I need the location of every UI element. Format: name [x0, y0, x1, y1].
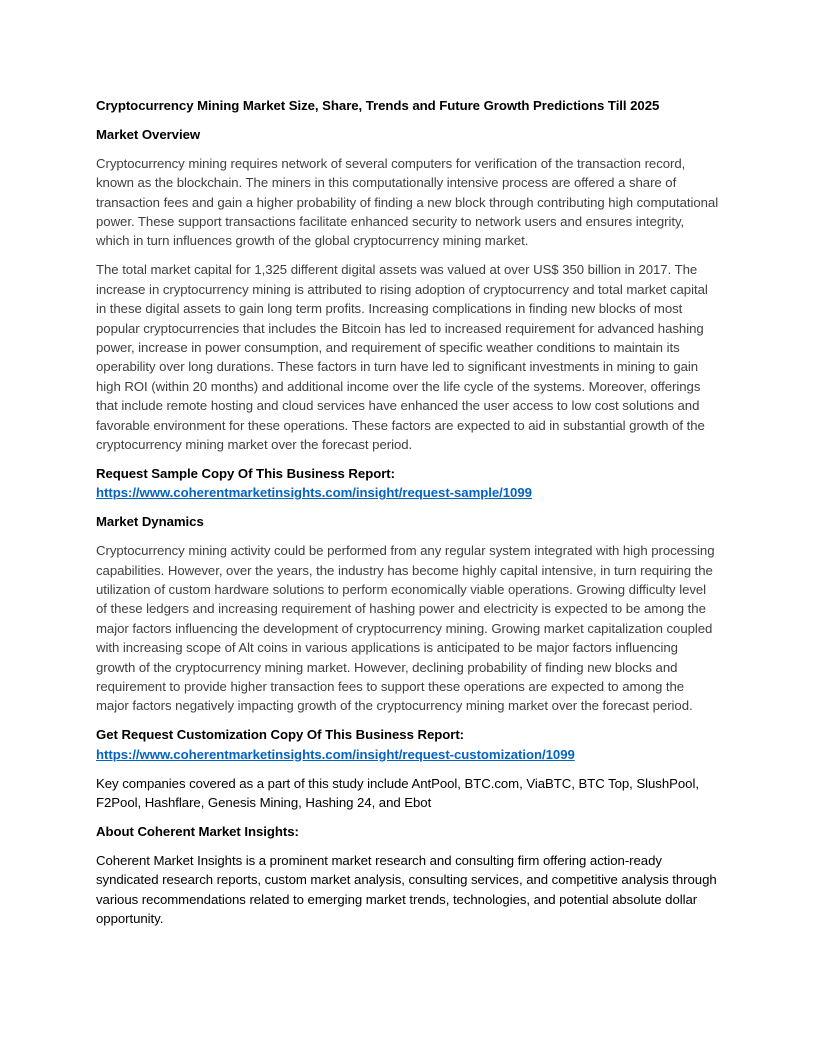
market-overview-paragraph-2: The total market capital for 1,325 different digital assets was valued at over US$ 350 billion in 2017. The increase in cryptocurrency mining is attributed to rising adoption of cryptocurrency and total market capital in these digital assets to gain long term profits. Increasing complications in finding new blocks of most popular cryptocurrencies that includes the Bitcoin has led to increased requirement for advanced hashing power, increase in power consumption, and requirement of specific weather conditions to maintain its operability over long durations. These factors in turn have led to significant investments in mining to gain high ROI (within 20 months) and additional income over the life cycle of the systems. Moreover, offerings that include remote hosting and cloud services have enhanced the user access to low cost solutions and favorable environment for these operations. These factors are expected to aid in substantial growth of the cryptocurrency mining market over the forecast period. [96, 262, 708, 452]
sample-request-link[interactable]: https://www.coherentmarketinsights.com/insight/request-sample/1099 [96, 485, 532, 501]
about-paragraph: Coherent Market Insights is a prominent market research and consulting firm offering action-ready syndicated research reports, custom market analysis, consulting services, and competitive analysis through various recommendations related to emerging market trends, technologies, and potential absolute dollar opportunity. [96, 852, 717, 927]
market-overview-heading: Market Overview [96, 126, 201, 142]
market-overview-paragraph-1: Cryptocurrency mining requires network of several computers for verification of the transaction record, known as the blockchain. The miners in this computationally intensive process are offered a share of transaction fees and gain a higher probability of finding a new block through contributing high computational power. These support transactions facilitate enhanced security to network users and ensures integrity, which in turn influences growth of the global cryptocurrency mining market. [96, 155, 719, 249]
key-companies-paragraph: Key companies covered as a part of this study include AntPool, BTC.com, ViaBTC, BTC Top, SlushPool, F2Pool, Hashflare, Genesis Mining, Hashing 24, and Ebot [96, 775, 699, 810]
sample-request-block [96, 464, 720, 503]
document-page [96, 96, 720, 938]
market-dynamics-paragraph: Cryptocurrency mining activity could be performed from any regular system integrated with high processing capabilities. However, over the years, the industry has become highly capital intensive, in turn requiring the utilization of custom hardware solutions to perform economically viable operations. Growing difficulty level of these ledgers and increasing requirement of hashing power and electricity is expected to be among the major factors influencing the development of cryptocurrency mining. Growing market capitalization coupled with increasing scope of Alt coins in various applications is anticipated to be major factors influencing growth of the cryptocurrency mining market. However, declining probability of finding new blocks and requirement to provide higher transaction fees to support these operations are expected to among the major factors negatively impacting growth of the cryptocurrency mining market over the forecast period. [96, 543, 715, 714]
market-dynamics-heading: Market Dynamics [96, 514, 204, 530]
sample-request-label: Request Sample Copy Of This Business Report: [96, 465, 395, 481]
customization-request-label: Get Request Customization Copy Of This Business Report: [96, 727, 465, 743]
customization-request-link[interactable]: https://www.coherentmarketinsights.com/insight/request-customization/1099 [96, 746, 575, 762]
customization-request-block [96, 725, 720, 764]
about-heading: About Coherent Market Insights: [96, 823, 299, 839]
document-title: Cryptocurrency Mining Market Size, Share, Trends and Future Growth Predictions Till 2025 [96, 98, 660, 113]
